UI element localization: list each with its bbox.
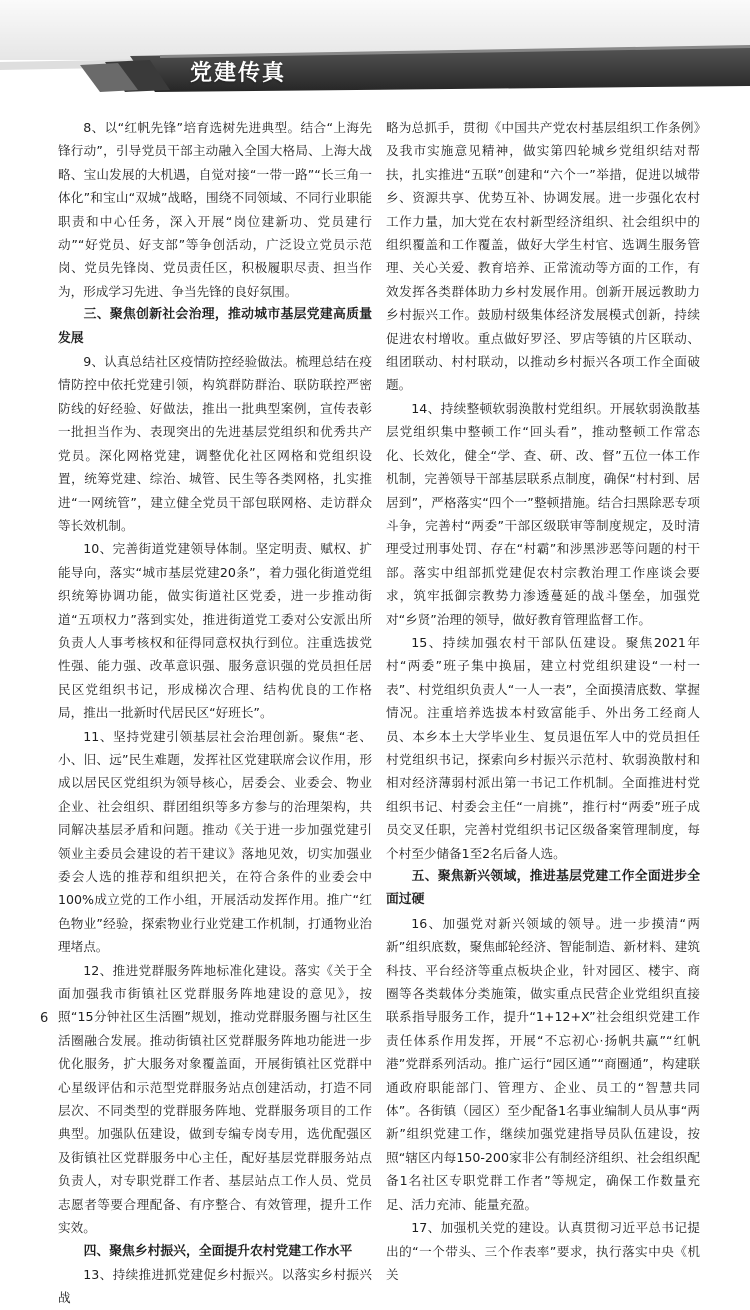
section-heading: 四、聚焦乡村振兴，全面提升农村党建工作水平: [83, 1243, 353, 1259]
section-heading: 三、聚焦创新社会治理，推动城市基层党建高质量发展: [58, 307, 372, 346]
paragraph: 10、完善街道党建领导体制。坚定明责、赋权、扩能导向，落实“城市基层党建20条”，着力强化街道党组织统筹协调功能，做实街道社区党委，进一步推动街道“五项权力”落到实处，推进街道党工委对公安派出所负责人人事考核权和征得同意权执行到位。注重选拔党性强、能力强、改革意识强、服务意识强的党员担任居民区党组织书记，形成梯次合理、结构优良的工作格局，推出一批新时代居民区“好班长”。: [58, 541, 372, 721]
paragraph: 14、持续整顿软弱涣散村党组织。开展软弱涣散基层党组织集中整顿工作“回头看”，推动整顿工作常态化、长效化，健全“学、查、研、改、督”五位一体工作机制，完善领导干部基层联系点制度，确保“村村到、居居到”，严格落实“四个一”整顿措施。结合扫黑除恶专项斗争，完善村“两委”干部区级联审等制度规定，及时清理受过刑事处罚、存在“村霸”和涉黑涉恶等问题的村干部。落实中组部抓党建促农村宗教治理工作座谈会要求，筑牢抵御宗教势力渗透蔓延的战斗堡垒，加强党对“乡贤”治理的领导，做好教育管理监督工作。: [386, 400, 700, 627]
page-number: 6: [40, 1011, 49, 1026]
paragraph: 11、坚持党建引领基层社会治理创新。聚焦“老、小、旧、远”民生难题，发挥社区党建联席会议作用，形成以居民区党组织为领导核心，居委会、业委会、物业企业、社会组织、群团组织等多方参与的治理架构，共同解决基层矛盾和问题。推动《关于进一步加强党建引领业主委员会建设的若干建议》落地见效，切实加强业委会人选的推荐和组织把关，在符合条件的业委会中100%成立党的工作小组，开展活动发挥作用。推广“红色物业”经验，探索物业行业党建工作机制，打通物业治理堵点。: [58, 728, 372, 955]
paragraph: 8、以“红帆先锋”培育选树先进典型。结合“上海先锋行动”，引导党员干部主动融入全国大格局、上海大战略、宝山发展的大机遇，自觉对接“一带一路”“长三角一体化”和宝山“双城”战略，围绕不同领域、不同行业职能职责和中心任务，深入开展“岗位建新功、党员建行动”“好党员、好支部”等争创活动，广泛设立党员示范岗、党员先锋岗、党员责任区，积极履职尽责、担当作为，形成学习先进、争当先锋的良好氛围。: [58, 120, 372, 299]
header-banner-graphic: [0, 0, 750, 95]
paragraph: 9、认真总结社区疫情防控经验做法。梳理总结在疫情防控中依托党建引领，构筑群防群治、联防联控严密防线的好经验、好做法，推出一批典型案例，宣传表彰一批担当作为、表现突出的先进基层党组织和优秀共产党员。深化网格党建，调整优化社区网格和党组织设置，统筹党建、综治、城管、民生等各类网格，扎实推进“一网统管”，建立健全党员干部包联网格、走访群众等长效机制。: [58, 354, 372, 533]
right-column: [386, 116, 700, 1286]
paragraph: 15、持续加强农村干部队伍建设。聚焦2021年村“两委”班子集中换届，建立村党组织建设“一村一表”、村党组织负责人“一人一表”，全面摸清底数、掌握情况。注重培养选拔本村致富能手、外出务工经商人员、本乡本土大学毕业生、复员退伍军人中的党员担任村党组织书记，探索向乡村振兴示范村、软弱涣散村和相对经济薄弱村派出第一书记工作机制。全面推进村党组织书记、村委会主任“一肩挑”，推行村“两委”班子成员交叉任职，完善村党组织书记区级备案管理制度，每个村至少储备1至2名后备人选。: [386, 634, 700, 861]
masthead: [190, 54, 286, 88]
left-column: [58, 116, 372, 1310]
paragraph: 16、加强党对新兴领域的领导。进一步摸清“两新”组织底数，聚焦邮轮经济、智能制造、新材料、建筑科技、平台经济等重点板块企业，针对园区、楼宇、商圈等各类载体分类施策，做实重点民营企业党组织直接联系指导服务工作，提升“1+12+X”社会组织党建工作责任体系作用发挥，开展“不忘初心·扬帆共赢”“红帆港”党群系列活动。推广运行“园区通”“商圈通”，构建联通政府职能部门、管理方、企业、员工的“智慧共同体”。各街镇（园区）至少配备1名事业编制人员从事“两新”组织党建工作，继续加强党建指导员队伍建设，按照“辖区内每150-200家非公有制经济组织、社会组织配备1名社区专职党群工作者”等规定，确保工作数量充足、活力充沛、能量充盈。: [386, 915, 700, 1212]
column-title: 党建传真: [190, 60, 287, 86]
section-heading: 五、聚焦新兴领域，推进基层党建工作全面进步全面过硬: [386, 869, 700, 908]
page-header: [0, 0, 750, 95]
paragraph: 17、加强机关党的建设。认真贯彻习近平总书记提出的“一个带头、三个作表率”要求，执行落实中央《机关: [386, 1220, 700, 1282]
paragraph: 略为总抓手，贯彻《中国共产党农村基层组织工作条例》及我市实施意见精神，做实第四轮城乡党组织结对帮扶，扎实推进“五联”创建和“六个一”举措，促进以城带乡、资源共享、优势互补、协调发展。进一步强化农村工作力量，加大党在农村新型经济组织、社会组织中的组织覆盖和工作覆盖，做好大学生村官、选调生服务管理、关心关爱、教育培养、正常流动等方面的工作，有效发挥各类群体助力乡村发展作用。创新开展远教助力乡村振兴工作。鼓励村级集体经济发展模式创新，持续促进农村增收。重点做好罗泾、罗店等镇的片区联动、组团联动、村村联动，以推动乡村振兴各项工作全面破题。: [386, 120, 700, 393]
paragraph: 12、推进党群服务阵地标准化建设。落实《关于全面加强我市街镇社区党群服务阵地建设的意见》，按照“15分钟社区生活圈”规划，推动党群服务圈与社区生活圈融合发展。推动街镇社区党群服务阵地功能进一步优化服务，扩大服务对象覆盖面，开展街镇社区党群中心星级评估和示范型党群服务站点创建活动，打造不同层次、不同类型的党群服务阵地、党群服务项目的工作典型。加强队伍建设，做到专编专岗专用，选优配强区及街镇社区党群服务中心主任，配好基层党群服务站点负责人，对专职党群工作者、基层站点工作人员、党员志愿者等要合理配备、有序整合、有效管理，提升工作实效。: [58, 962, 372, 1236]
paragraph: 13、持续推进抓党建促乡村振兴。以落实乡村振兴战: [58, 1266, 372, 1306]
